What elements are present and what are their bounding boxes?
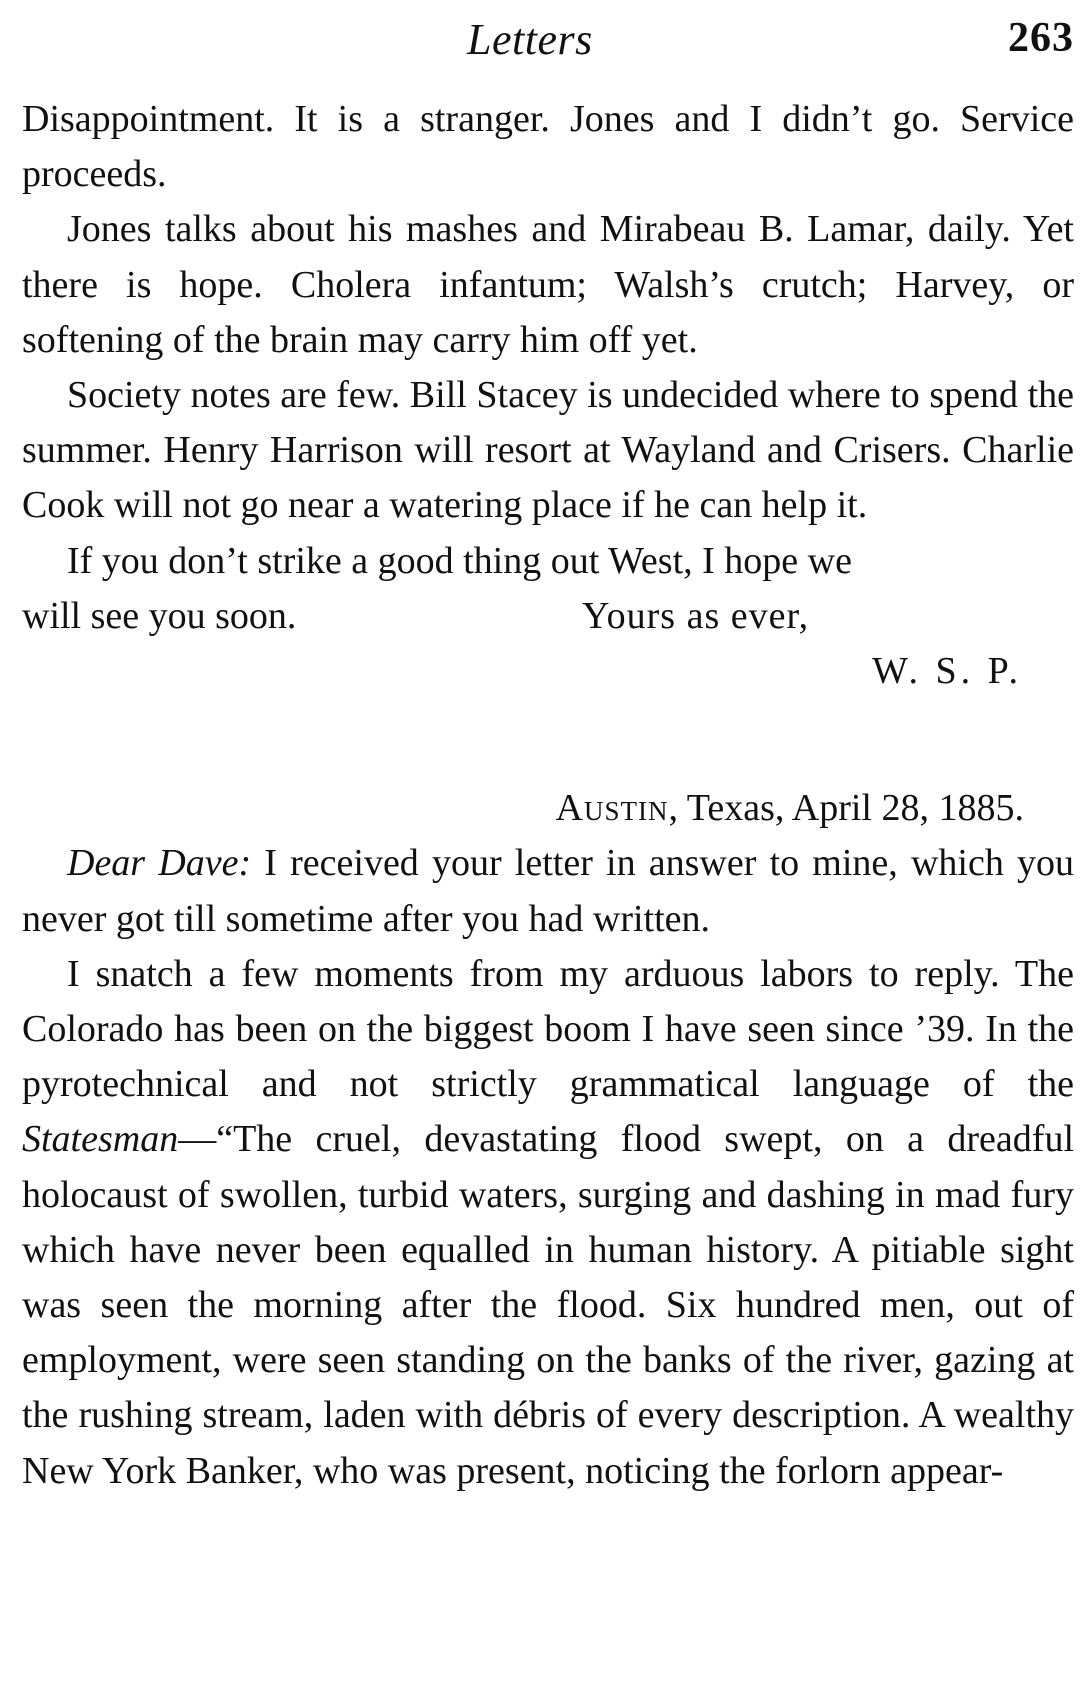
page-header bbox=[22, 14, 1074, 74]
letter2-paragraph-2-quote: —“The cruel, devastating flood swept, on a dreadful holocaust of swollen, turbid waters, surging and dashing in mad fury which have never been equalled in human history. A pitiable sight was seen the morning after the flood. Six hundred men, out of employment, were seen standing on the banks of the river, gazing at the rushing stream, laden with débris of every description. A wealthy New York Banker, who was present, noticing the forlorn appear- bbox=[22, 1118, 1074, 1492]
letter1-signature: W. S. P. bbox=[872, 650, 1022, 693]
letter1-closing: Yours as ever, bbox=[582, 594, 810, 637]
letter1-paragraph-4-end: will see you soon. bbox=[22, 594, 297, 637]
letter2-paragraph-2 bbox=[22, 947, 1074, 1499]
letter2-salutation: Dear Dave: bbox=[67, 842, 252, 885]
letter1-paragraph-2: Jones talks about his mashes and Mirabeau B. Lamar, daily. Yet there is hope. Cholera infantum; Walsh’s crutch; Harvey, or softening of the brain may carry him off yet. bbox=[22, 208, 1074, 361]
running-title: Letters bbox=[467, 15, 593, 64]
page-body bbox=[22, 92, 1074, 1499]
letter-separator bbox=[22, 699, 1074, 781]
letter2-dateline bbox=[22, 781, 1074, 836]
page-number: 263 bbox=[1008, 15, 1074, 61]
letter2-place: Austin bbox=[555, 787, 669, 830]
letter2-paragraph-2-start: I snatch a few moments from my arduous labors to reply. The Colorado has been on the biggest boom I have seen since ’39. In the pyrotechnical and not strictly grammatical language of the bbox=[22, 952, 1074, 1106]
newspaper-title: Statesman bbox=[22, 1118, 179, 1161]
letter2-date: , Texas, April 28, 1885. bbox=[668, 787, 1024, 830]
letter1-paragraph-1: Disappointment. It is a stranger. Jones and I didn’t go. Service proceeds. bbox=[22, 98, 1074, 196]
letter2-paragraph-1 bbox=[22, 836, 1074, 946]
book-page bbox=[22, 0, 1074, 1695]
letter1-paragraph-4: If you don’t strike a good thing out West, I hope we bbox=[67, 539, 852, 582]
letter2-paragraph-1-text: I received your letter in answer to mine, which you never got till sometime after you had written. bbox=[22, 842, 1075, 940]
letter1-paragraph-3: Society notes are few. Bill Stacey is undecided where to spend the summer. Henry Harrison will resort at Wayland and Crisers. Charlie Cook will not go near a watering place if he can help it. bbox=[22, 374, 1074, 527]
letter1-closing-line bbox=[22, 589, 1074, 644]
